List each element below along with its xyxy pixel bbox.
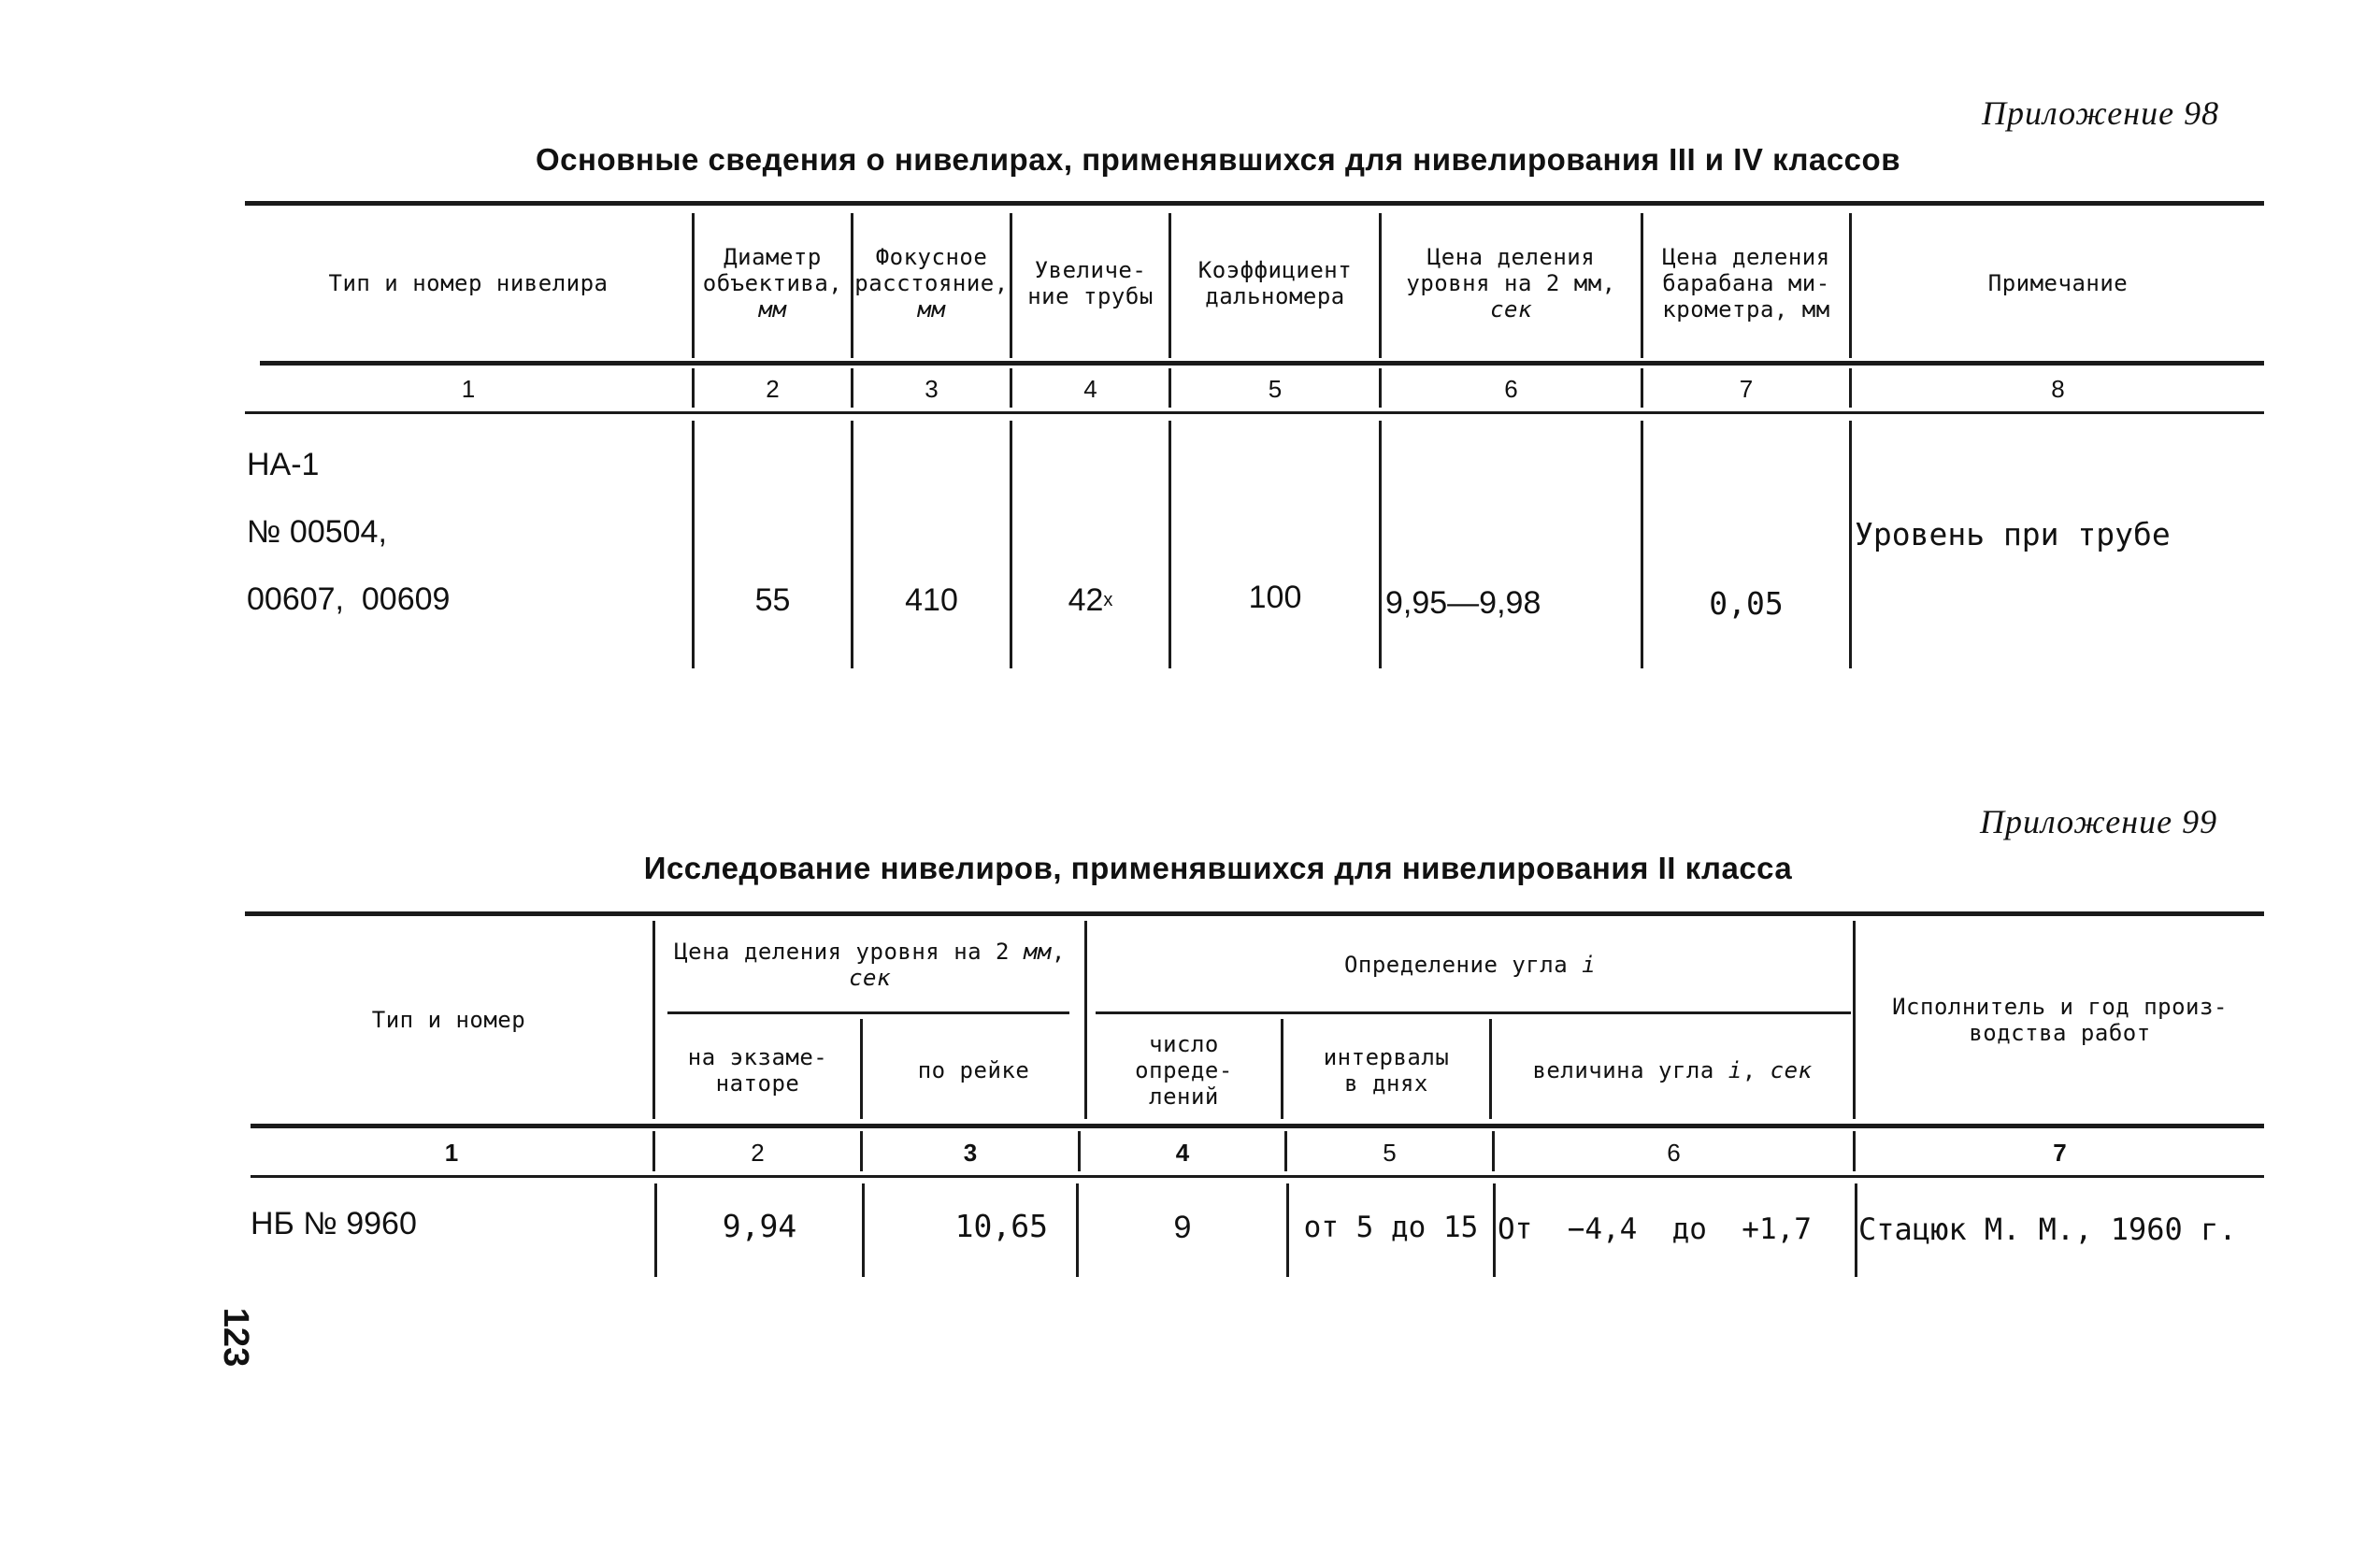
table-98-colnum-7: 7 (1739, 374, 1754, 403)
table-99-colnum-5: 5 (1383, 1138, 1397, 1167)
table-99-count-value: 9 (1173, 1209, 1192, 1245)
table-99-header-type: Тип и номер (371, 1007, 526, 1033)
table-98-level-price-value: 9,95—9,98 (1385, 584, 1541, 621)
page-number-wrapper (208, 1309, 264, 1365)
table-98-header-drum-price: Цена деления барабана ми- крометра, мм (1662, 244, 1830, 323)
table-98-focal-value: 410 (905, 581, 958, 618)
table-99-number-rule (251, 1175, 2264, 1178)
table-98-type-line-3: 00607, 00609 (247, 581, 451, 617)
table-99-header-by-rod: по рейке (917, 1057, 1030, 1083)
table-99-colnum-1: 1 (444, 1138, 459, 1167)
appendix-99-title: Исследование нивелиров, применявшихся для нивелирования II класса (643, 851, 1793, 885)
table-98-note-value: Уровень при трубе (1855, 515, 2171, 552)
table-99-colnum-6: 6 (1667, 1138, 1681, 1167)
table-99-colnum-2: 2 (751, 1138, 765, 1167)
table-98-type-line-1: НА-1 (247, 447, 320, 482)
table-98-header-focal: Фокусное расстояние, мм (854, 244, 1009, 323)
table-99-angle-group-rule (1096, 1011, 1851, 1014)
table-98-colnum-2: 2 (766, 374, 780, 403)
table-99-level-group-rule (667, 1011, 1069, 1014)
table-99-by-rod-value: 10,65 (954, 1207, 1048, 1244)
table-98-colnum-3: 3 (925, 374, 939, 403)
table-98-header-magnification: Увеличе- ние трубы (1027, 257, 1154, 309)
table-99-header-on-examiner: на экзаме- наторе (687, 1044, 828, 1097)
page-number: 123 (216, 1307, 256, 1367)
table-99-colnum-7: 7 (2053, 1138, 2067, 1167)
table-99-colnum-3: 3 (963, 1138, 978, 1167)
table-99-header-angle-group: Определение угла i (1343, 952, 1597, 978)
table-99-header-level-group: Цена деления уровня на 2 мм, сек (674, 939, 1066, 991)
table-98-type-line-2: № 00504, (247, 514, 387, 550)
table-98-drum-price-value: 0,05 (1709, 584, 1784, 622)
table-98-colnum-5: 5 (1268, 374, 1283, 403)
table-99-type-value: НБ № 9960 (251, 1206, 417, 1241)
appendix-99-label: Приложение 99 (1980, 803, 2218, 840)
table-98-header-level-price: Цена деления уровня на 2 мм, сек (1406, 244, 1616, 323)
table-98-header-coefficient: Коэффициент дальномера (1197, 257, 1353, 309)
table-98-colnum-6: 6 (1504, 374, 1518, 403)
table-98-colnum-8: 8 (2051, 374, 2065, 403)
table-98-coefficient-value: 100 (1248, 579, 1302, 615)
table-99-colnum-4: 4 (1175, 1138, 1190, 1167)
table-99-header-rule (251, 1124, 2264, 1128)
table-99-header-angle-value: величина угла i, сек (1532, 1057, 1813, 1083)
table-99-executor-value: Стацюк М. М., 1960 г. (1858, 1212, 2237, 1247)
table-98-header-note: Примечание (1987, 270, 2129, 296)
appendix-98-title: Основные сведения о нивелирах, применявшихся для нивелирования III и IV классов (536, 142, 1900, 177)
table-98-header-type: Тип и номер нивелира (328, 270, 609, 296)
table-98-top-rule (245, 201, 2264, 206)
table-98-colnum-1: 1 (461, 374, 476, 403)
table-98-number-rule (245, 411, 2264, 414)
table-98-diameter-value: 55 (754, 581, 791, 618)
table-99-top-rule (245, 911, 2264, 916)
table-98-header-rule (260, 361, 2264, 366)
table-99-on-examiner-value: 9,94 (722, 1207, 797, 1244)
appendix-98-label: Приложение 98 (1982, 94, 2220, 132)
table-99-angle-value: От −4,4 до +1,7 (1498, 1212, 1812, 1246)
table-99-header-count: число опреде- лений (1135, 1031, 1233, 1110)
table-98-magnification-value: 42 х (1068, 581, 1113, 618)
table-98-colnum-4: 4 (1083, 374, 1097, 403)
table-99-intervals-value: от 5 до 15 (1303, 1211, 1479, 1244)
table-99-header-intervals: интервалы в днях (1323, 1044, 1450, 1097)
table-99-header-executor: Исполнитель и год произ- водства работ (1892, 994, 2228, 1046)
table-98-header-diameter: Диаметр объектива, мм (702, 244, 843, 323)
